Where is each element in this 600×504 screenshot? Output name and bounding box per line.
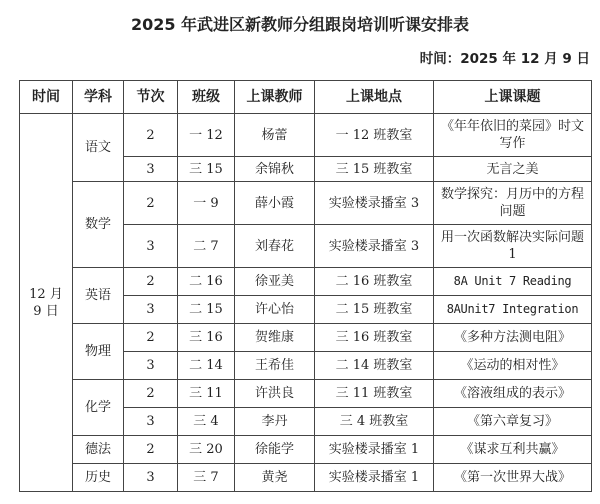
class-cell: 二 7 (178, 225, 235, 268)
class-cell: 二 14 (178, 352, 235, 380)
time-cell: 12 月 9 日 (20, 114, 73, 492)
period-cell: 3 (124, 225, 178, 268)
subject-cell: 数学 (73, 182, 124, 268)
table-row (20, 324, 592, 352)
header-location: 上课地点 (315, 81, 434, 114)
subject-cell: 德法 (73, 436, 124, 464)
period-cell: 3 (124, 408, 178, 436)
location-cell: 一 12 班教室 (315, 114, 434, 157)
table-row (20, 380, 592, 408)
location-cell: 实验楼录播室 3 (315, 225, 434, 268)
period-cell: 2 (124, 114, 178, 157)
location-cell: 实验楼录播室 1 (315, 464, 434, 492)
topic-cell: 《运动的相对性》 (434, 352, 592, 380)
subject-cell: 语文 (73, 114, 124, 182)
header-class: 班级 (178, 81, 235, 114)
period-cell: 2 (124, 182, 178, 225)
teacher-cell: 许洪良 (235, 380, 315, 408)
subject-cell: 物理 (73, 324, 124, 380)
location-cell: 三 16 班教室 (315, 324, 434, 352)
topic-cell: 《溶液组成的表示》 (434, 380, 592, 408)
period-cell: 2 (124, 324, 178, 352)
topic-cell: 用一次函数解决实际问题 1 (434, 225, 592, 268)
teacher-cell: 杨蕾 (235, 114, 315, 157)
class-cell: 二 15 (178, 296, 235, 324)
topic-cell: 8A Unit 7 Reading (434, 268, 592, 296)
table-row (20, 114, 592, 157)
teacher-cell: 李丹 (235, 408, 315, 436)
period-cell: 3 (124, 157, 178, 182)
topic-cell: 《第六章复习》 (434, 408, 592, 436)
topic-cell: 数学探究：月历中的方程问题 (434, 182, 592, 225)
header-period: 节次 (124, 81, 178, 114)
teacher-cell: 贺维康 (235, 324, 315, 352)
class-cell: 一 9 (178, 182, 235, 225)
location-cell: 三 15 班教室 (315, 157, 434, 182)
class-cell: 二 16 (178, 268, 235, 296)
topic-cell: 《多种方法测电阻》 (434, 324, 592, 352)
teacher-cell: 许心怡 (235, 296, 315, 324)
location-cell: 实验楼录播室 1 (315, 436, 434, 464)
period-cell: 3 (124, 296, 178, 324)
table-row (20, 182, 592, 225)
teacher-cell: 黄尧 (235, 464, 315, 492)
subject-cell: 英语 (73, 268, 124, 324)
topic-cell: 《谋求互利共赢》 (434, 436, 592, 464)
topic-cell: 《年年依旧的菜园》时文写作 (434, 114, 592, 157)
teacher-cell: 余锦秋 (235, 157, 315, 182)
header-topic: 上课课题 (434, 81, 592, 114)
topic-cell: 无言之美 (434, 157, 592, 182)
teacher-cell: 王希佳 (235, 352, 315, 380)
teacher-cell: 刘春花 (235, 225, 315, 268)
period-cell: 2 (124, 380, 178, 408)
date-line: 时间：2025 年 12 月 9 日 (419, 51, 590, 67)
class-cell: 三 4 (178, 408, 235, 436)
period-cell: 2 (124, 268, 178, 296)
location-cell: 二 16 班教室 (315, 268, 434, 296)
class-cell: 三 16 (178, 324, 235, 352)
topic-cell: 《第一次世界大战》 (434, 464, 592, 492)
teacher-cell: 薛小霞 (235, 182, 315, 225)
period-cell: 3 (124, 352, 178, 380)
table-row (20, 268, 592, 296)
class-cell: 三 11 (178, 380, 235, 408)
table-row (20, 464, 592, 492)
table-row (20, 436, 592, 464)
header-subject: 学科 (73, 81, 124, 114)
class-cell: 三 15 (178, 157, 235, 182)
subject-cell: 历史 (73, 464, 124, 492)
period-cell: 2 (124, 436, 178, 464)
page-title: 2025 年武进区新教师分组跟岗培训听课安排表 (130, 15, 470, 34)
location-cell: 二 14 班教室 (315, 352, 434, 380)
header-time: 时间 (20, 81, 73, 114)
period-cell: 3 (124, 464, 178, 492)
teacher-cell: 徐能学 (235, 436, 315, 464)
class-cell: 一 12 (178, 114, 235, 157)
teacher-cell: 徐亚美 (235, 268, 315, 296)
location-cell: 二 15 班教室 (315, 296, 434, 324)
class-cell: 三 20 (178, 436, 235, 464)
header-row (20, 81, 592, 114)
schedule-table (19, 80, 592, 492)
location-cell: 三 4 班教室 (315, 408, 434, 436)
header-teacher: 上课教师 (235, 81, 315, 114)
topic-cell: 8AUnit7 Integration (434, 296, 592, 324)
subject-cell: 化学 (73, 380, 124, 436)
location-cell: 实验楼录播室 3 (315, 182, 434, 225)
location-cell: 三 11 班教室 (315, 380, 434, 408)
class-cell: 三 7 (178, 464, 235, 492)
